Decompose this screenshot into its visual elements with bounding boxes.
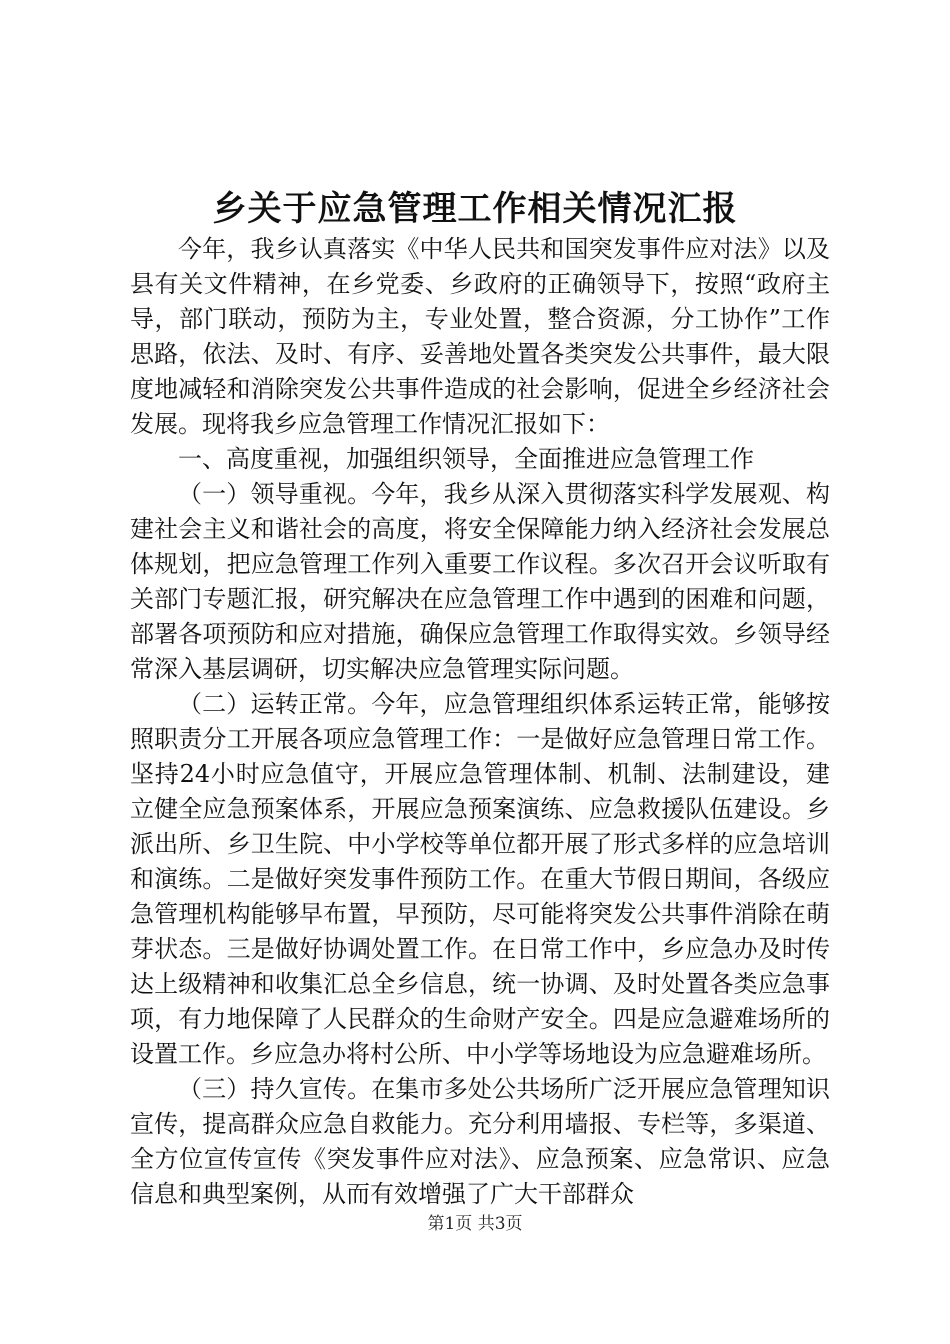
subsection-paragraph-1: （一）领导重视。今年，我乡从深入贯彻落实科学发展观、构建社会主义和谐社会的高度，将安全保障能力纳入经济社会发展总体规划，把应急管理工作列入重要工作议程。多次召开会议听取有关部门专题汇报，研究解决在应急管理工作中遇到的困难和问题，部署各项预防和应对措施，确保应急管理工作取得实效。乡领导经常深入基层调研，切实解决应急管理实际问题。	[130, 480, 830, 683]
section-heading-1: 一、高度重视，加强组织领导，全面推进应急管理工作	[178, 445, 754, 473]
document-body	[130, 232, 830, 1212]
document-title: 乡关于应急管理工作相关情况汇报	[212, 189, 738, 229]
subsection-paragraph-2: （二）运转正常。今年，应急管理组织体系运转正常，能够按照职责分工开展各项应急管理工作：一是做好应急管理日常工作。坚持24小时应急值守，开展应急管理体制、机制、法制建设，建立健全应急预案体系，开展应急预案演练、应急救援队伍建设。乡派出所、乡卫生院、中小学校等单位都开展了形式多样的应急培训和演练。二是做好突发事件预防工作。在重大节假日期间，各级应急管理机构能够早布置，早预防，尽可能将突发公共事件消除在萌芽状态。三是做好协调处置工作。在日常工作中，乡应急办及时传达上级精神和收集汇总全乡信息，统一协调、及时处置各类应急事项，有力地保障了人民群众的生命财产安全。四是应急避难场所的设置工作。乡应急办将村公所、中小学等场地设为应急避难场所。	[130, 690, 830, 1068]
subsection-paragraph-3: （三）持久宣传。在集市多处公共场所广泛开展应急管理知识宣传，提高群众应急自救能力。充分利用墙报、专栏等，多渠道、全方位宣传宣传《突发事件应对法》、应急预案、应急常识、应急信息和典型案例，从而有效增强了广大干部群众	[130, 1075, 830, 1208]
page-footer: 第1页 共3页	[427, 1214, 523, 1234]
intro-paragraph: 今年，我乡认真落实《中华人民共和国突发事件应对法》以及县有关文件精神，在乡党委、乡政府的正确领导下，按照“政府主导，部门联动，预防为主，专业处置，整合资源，分工协作”工作思路，依法、及时、有序、妥善地处置各类突发公共事件，最大限度地减轻和消除突发公共事件造成的社会影响，促进全乡经济社会发展。现将我乡应急管理工作情况汇报如下：	[130, 235, 830, 438]
